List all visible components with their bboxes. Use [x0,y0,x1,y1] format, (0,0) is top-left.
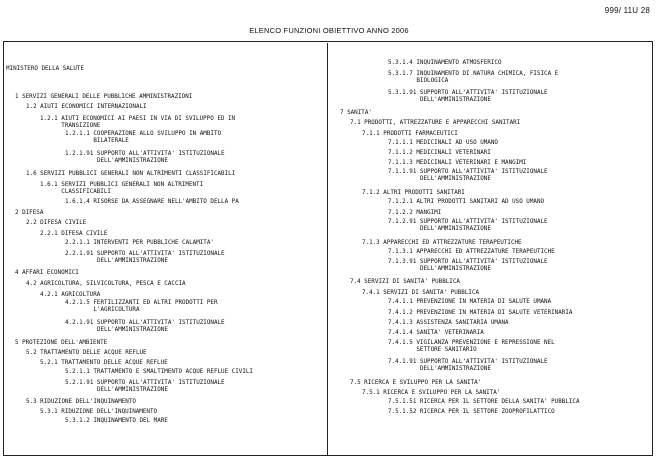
list-item-text: BILATERALE [93,138,129,144]
list-item-text: 7.4.1 SERVIZI DI SANITA' PUBBLICA [362,290,480,296]
list-item-text: 4.2.1 AGRICOLTURA [40,292,101,298]
list-item-text: 1.6.1.4 RISORSE DA ASSEGNARE NELL'AMBITO DELLA PA [65,199,239,205]
list-item-text: 7.1.1.91 SUPPORTO ALL'ATTIVITA' ISTITUZIONALE [388,169,548,175]
list-item-text: 1.2.1.1 COOPERAZIONE ALLO SVILUPPO IN AMBITO [65,131,222,137]
list-item-text: 4.2.1.5 FERTILIZZANTI ED ALTRI PRODOTTI PER [65,300,218,306]
list-item-text: 7.1.3.91 SUPPORTO ALL'ATTIVITA' ISTITUZIONALE [388,259,548,265]
list-item-text: 7.4.1.1 PREVENZIONE IN MATERIA DI SALUTE UMANA [388,299,552,305]
list-item-text: 5.2.1 TRATTAMENTO DELLE ACQUE REFLUE [40,360,168,366]
list-item-text: 7.5 RICERCA E SVILUPPO PER LA SANITA' [350,380,482,386]
list-item-text: 7.1.1.1 MEDICINALI AD USO UMANO [388,140,498,146]
list-item-text: 5.2.1.1 TRATTAMENTO E SMALTIMENTO ACQUE REFLUE CIVILI [65,369,253,375]
list-item-text: 5.3.1.4 INQUINAMENTO ATMOSFERICO [388,60,502,66]
list-item-text: CLASSIFICABILI [61,189,111,195]
list-item-text: 7.5.1.52 RICERCA PER IL SETTORE ZOOPROFILATTICO [388,409,555,415]
list-item-text: DELL'AMMINISTRAZIONE [419,97,491,103]
list-item-text: DELL'AMMINISTRAZIONE [96,158,168,164]
list-item-text: 2.2.1.91 SUPPORTO ALL'ATTIVITA' ISTITUZIONALE [65,251,225,257]
list-item-text: DELL'AMMINISTRAZIONE [96,258,168,264]
list-item-text: 1 SERVIZI GENERALI DELLE PUBBLICHE AMMINISTRAZIONI [15,94,193,100]
list-item-text: DELL'AMMINISTRAZIONE [419,266,491,272]
list-item-text: 1.6.1 SERVIZI PUBBLICI GENERALI NON ALTRIMENTI [40,182,204,188]
list-item-text: 7.1.1.2 MEDICINALI VETERINARI [388,150,491,156]
list-item-text: 7 SANITA' [340,110,372,116]
list-item-text: DELL'AMMINISTRAZIONE [96,327,168,333]
page-number: 999/ 11U 28 [604,6,650,15]
list-item-text: 7.4.1.5 VIGILANZA PREVENZIONE E REPRESSIONE NEL [388,340,555,346]
list-item-text: 1.6 SERVIZI PUBBLICI GENERALI NON ALTRIMENTI CLASSIFICABILI [26,171,236,177]
list-item-text: DELL'AMMINISTRAZIONE [419,176,491,182]
list-item-text: MINISTERO DELLA SALUTE [6,66,85,72]
list-item-text: 5 PROTEZIONE DELL'AMBIENTE [15,340,108,346]
list-item-text: 5.3.1.2 INQUINAMENTO DEL MARE [65,418,168,424]
list-item-text: 5.3 RIDUZIONE DELL'INQUINAMENTO [26,399,136,405]
list-item-text: 7.4.1.3 ASSISTENZA SANITARIA UMANA [388,320,509,326]
list-item-text: 7.1.1.3 MEDICINALI VETERINARI E MANGIMI [388,160,527,166]
list-item-text: 7.1.3.1 APPARECCHI ED ATTREZZATURE TERAPEUTICHE [388,249,555,255]
list-item-text: 7.4.1.2 PREVENZIONE IN MATERIA DI SALUTE VETERINARIA [388,310,573,316]
list-item-text: 2.2.1.1 INTERVENTI PER PUBBLICHE CALAMITA' [65,240,214,246]
list-item-text: 7.1.2 ALTRI PRODOTTI SANITARI [362,190,465,196]
list-item-text: 2.2.1 DIFESA CIVILE [40,231,108,237]
list-item-text: 7.1.2.91 SUPPORTO ALL'ATTIVITA' ISTITUZIONALE [388,219,548,225]
list-item-text: 7.1.1 PRODOTTI FARMACEUTICI [362,131,458,137]
list-item-text: 1.2.1.91 SUPPORTO ALL'ATTIVITA' ISTITUZIONALE [65,151,225,157]
list-item-text: 7.1.3 APPARECCHI ED ATTREZZATURE TERAPEUTICHE [362,240,522,246]
list-item-text: DELL'AMMINISTRAZIONE [96,387,168,393]
list-item-text: 7.1.2.1 ALTRI PRODOTTI SANITARI AD USO UMANO [388,199,545,205]
column-divider [327,43,328,456]
list-item-text: 7.4.1.4 SANITA' VETERINARIA [388,330,484,336]
list-item-text: 5.3.1 RIDUZIONE DELL'INQUINAMENTO [40,409,158,415]
list-item-text: 5.3.1.91 SUPPORTO ALL'ATTIVITA' ISTITUZIONALE [388,90,548,96]
list-item-text: DELL'AMMINISTRAZIONE [419,226,491,232]
list-item-text: 7.4 SERVIZI DI SANITA' PUBBLICA [350,279,460,285]
list-item-text: 5.2.1.91 SUPPORTO ALL'ATTIVITA' ISTITUZIONALE [65,380,225,386]
document-title: ELENCO FUNZIONI OBIETTIVO ANNO 2006 [249,26,409,35]
list-item-text: 2.2 DIFESA CIVILE [26,220,87,226]
list-item-text: 4 AFFARI ECONOMICI [15,270,79,276]
list-item-text: 4.2.1.91 SUPPORTO ALL'ATTIVITA' ISTITUZIONALE [65,320,225,326]
list-item-text: TRANSIZIONE [61,123,101,129]
list-item-text: 7.5.1.51 RICERCA PER IL SETTORE DELLA SANITA' PUBBLICA [388,399,580,405]
list-item-text: 5.2 TRATTAMENTO DELLE ACQUE REFLUE [26,350,147,356]
list-item-text: 5.3.1.7 INQUINAMENTO DI NATURA CHIMICA, FISICA E [388,71,559,77]
list-item-text: 7.1 PRODOTTI, ATTREZZATURE E APPARECCHI SANITARI [350,120,521,126]
list-item-text: L'AGRICOLTURA [93,307,140,313]
list-item-text: 2 DIFESA [15,210,44,216]
list-item-text: 4.2 AGRICOLTURA, SILVICOLTURA, PESCA E CACCIA [26,281,186,287]
list-item-text: 7.4.1.91 SUPPORTO ALL'ATTIVITA' ISTITUZIONALE [388,359,548,365]
list-item-text: SETTORE SANITARIO [416,347,477,353]
list-item-text: 7.1.2.2 MANGIMI [388,210,442,216]
document-frame [3,41,653,456]
list-item-text: 1.2 AIUTI ECONOMICI INTERNAZIONALI [26,104,147,110]
list-item-text: BIOLOGICA [416,78,449,84]
list-item-text: 1.2.1 AIUTI ECONOMICI AI PAESI IN VIA DI SVILUPPO ED IN [40,116,236,122]
list-item-text: DELL'AMMINISTRAZIONE [419,366,491,372]
list-item-text: 7.5.1 RICERCA E SVILUPPO PER LA SANITA' [362,390,501,396]
